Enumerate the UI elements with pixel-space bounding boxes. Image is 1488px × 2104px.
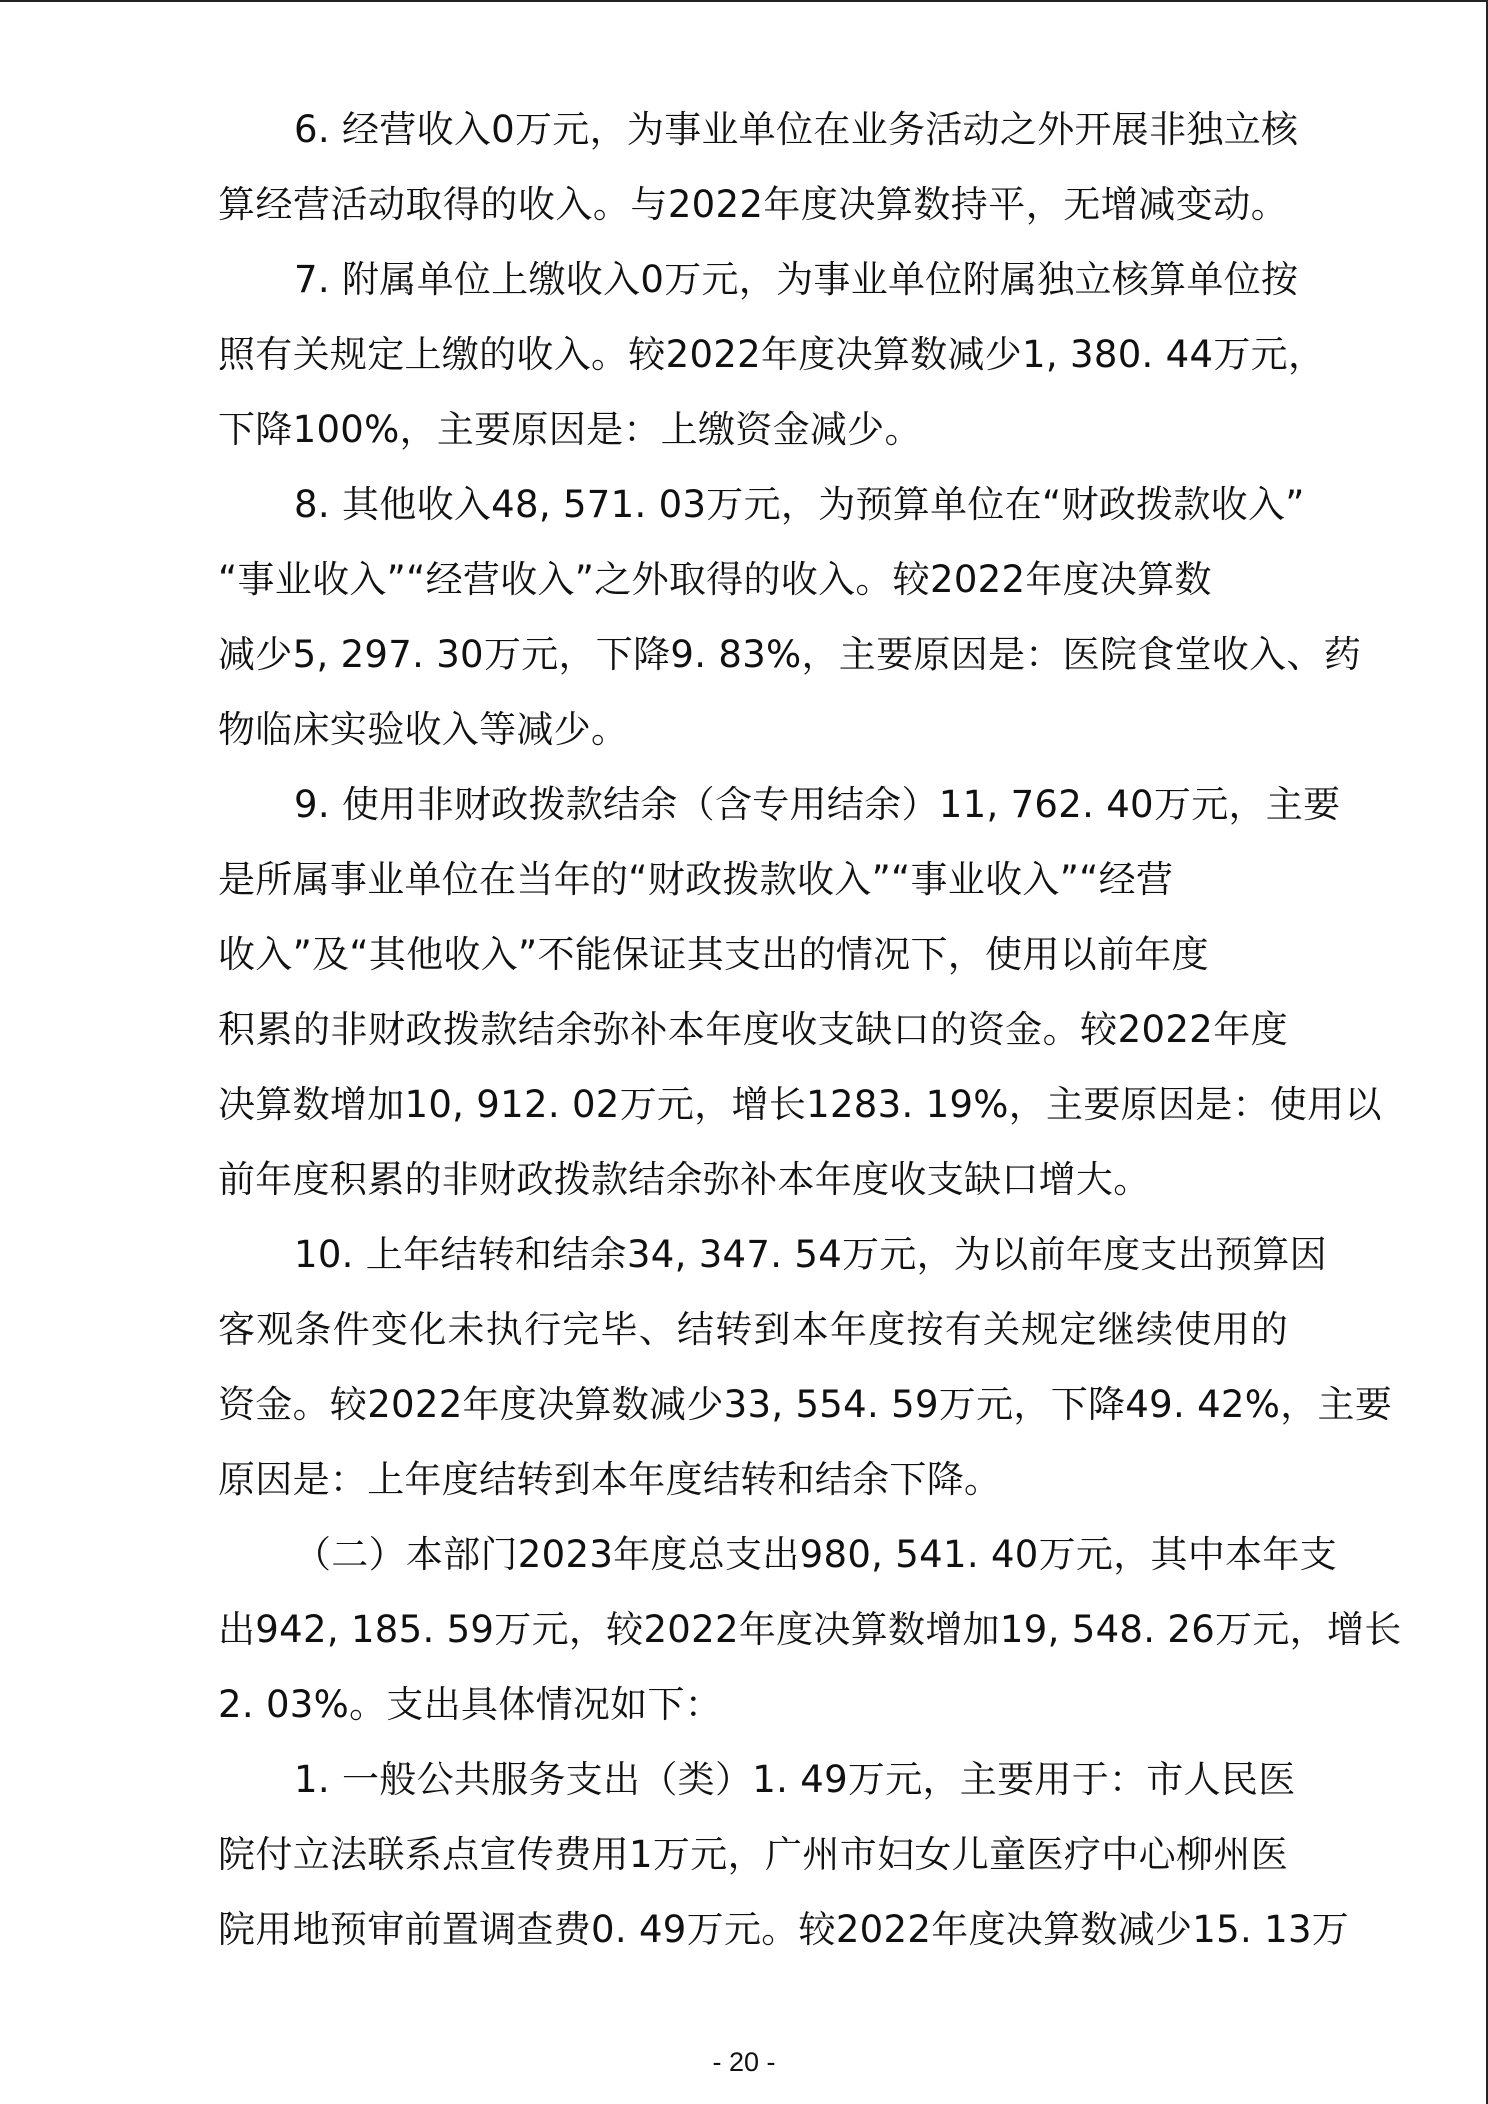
text-line: 照有关规定上缴的收入。较2022年度决算数减少1, 380. 44万元，	[218, 333, 1326, 376]
text-line: 积累的非财政拨款结余弥补本年度收支缺口的资金。较2022年度	[218, 1008, 1288, 1051]
text-line: 1. 一般公共服务支出（类）1. 49万元，主要用于：市人民医	[294, 1758, 1296, 1801]
text-line: 9. 使用非财政拨款结余（含专用结余）11, 762. 40万元，主要	[294, 783, 1341, 826]
text-line: 6. 经营收入0万元，为事业单位在业务活动之外开展非独立核	[294, 108, 1299, 151]
paragraph-public-service	[218, 1742, 1350, 1967]
text-line: 下降100%，主要原因是：上缴资金减少。	[218, 408, 922, 451]
text-line: 2. 03%。支出具体情况如下：	[218, 1683, 723, 1726]
document-body	[218, 92, 1402, 1967]
paragraph-business-income	[218, 92, 1299, 242]
page-number: - 20 -	[712, 2047, 776, 2077]
text-line: 出942, 185. 59万元，较2022年度决算数增加19, 548. 26万元，增长	[218, 1608, 1402, 1651]
text-line: 资金。较2022年度决算数减少33, 554. 59万元，下降49. 42%，主要	[218, 1383, 1393, 1426]
paragraph-carryover	[218, 1217, 1393, 1517]
text-line: 算经营活动取得的收入。与2022年度决算数持平，无增减变动。	[218, 183, 1288, 226]
text-line: 7. 附属单位上缴收入0万元，为事业单位附属独立核算单位按	[294, 258, 1299, 301]
paragraph-nonfiscal-surplus	[218, 767, 1382, 1217]
text-line: 院付立法联系点宣传费用1万元，广州市妇女儿童医疗中心柳州医	[218, 1833, 1288, 1876]
text-line: 前年度积累的非财政拨款结余弥补本年度收支缺口增大。	[218, 1158, 1151, 1201]
paragraph-subsidiary-income	[218, 242, 1326, 467]
text-line: 物临床实验收入等减少。	[218, 708, 629, 751]
text-line: 收入”及“其他收入”不能保证其支出的情况下，使用以前年度	[218, 933, 1209, 976]
text-line: （二）本部门2023年度总支出980, 541. 40万元，其中本年支	[294, 1533, 1338, 1576]
text-line: 减少5, 297. 30万元，下降9. 83%，主要原因是：医院食堂收入、药	[218, 633, 1361, 676]
paragraph-total-expenditure	[218, 1517, 1402, 1742]
text-line: 决算数增加10, 912. 02万元，增长1283. 19%，主要原因是：使用以	[218, 1083, 1382, 1126]
text-line: “事业收入”“经营收入”之外取得的收入。较2022年度决算数	[218, 558, 1212, 601]
text-line: 原因是：上年度结转到本年度结转和结余下降。	[218, 1458, 1002, 1501]
text-line: 客观条件变化未执行完毕、结转到本年度按有关规定继续使用的	[218, 1308, 1288, 1351]
text-line: 院用地预审前置调查费0. 49万元。较2022年度决算数减少15. 13万	[218, 1908, 1350, 1951]
text-line: 是所属事业单位在当年的“财政拨款收入”“事业收入”“经营	[218, 858, 1174, 901]
paragraph-other-income	[218, 467, 1361, 767]
text-line: 10. 上年结转和结余34, 347. 54万元，为以前年度支出预算因	[294, 1233, 1327, 1276]
text-line: 8. 其他收入48, 571. 03万元，为预算单位在“财政拨款收入”	[294, 483, 1305, 526]
